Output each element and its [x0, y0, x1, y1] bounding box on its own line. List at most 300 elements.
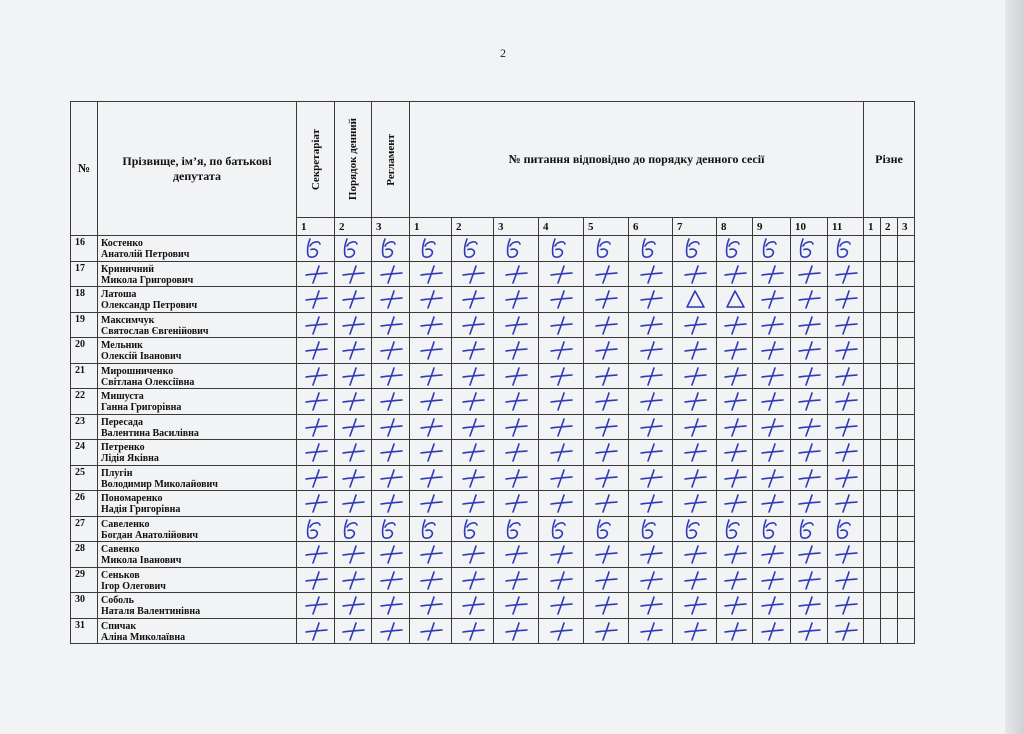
plus-mark-icon — [459, 263, 487, 285]
vote-cell — [629, 618, 673, 644]
other-cell — [898, 236, 915, 262]
plus-mark-icon — [795, 314, 823, 336]
vote-cell — [753, 363, 791, 389]
vote-cell — [584, 593, 629, 619]
plus-mark-icon — [417, 441, 445, 463]
col-other-header: Різне — [864, 102, 915, 218]
deputy-given-names: Олексій Іванович — [101, 351, 182, 362]
plus-mark-icon — [721, 569, 749, 591]
plus-mark-icon — [377, 339, 405, 361]
plus-mark-icon — [721, 365, 749, 387]
plus-mark-icon — [795, 467, 823, 489]
plus-mark-icon — [637, 569, 665, 591]
table-row — [71, 287, 915, 313]
plus-mark-icon — [417, 390, 445, 412]
vote-cell — [410, 593, 452, 619]
other-cell — [864, 338, 881, 364]
vote-cell — [584, 542, 629, 568]
vote-cell — [584, 618, 629, 644]
plus-mark-icon — [547, 365, 575, 387]
vote-cell — [584, 261, 629, 287]
plus-mark-icon — [502, 620, 530, 642]
deputy-given-names: Володимир Миколайович — [101, 478, 218, 490]
plus-mark-icon — [681, 620, 709, 642]
deputy-name — [98, 312, 297, 338]
plus-mark-icon — [592, 416, 620, 438]
item-number-8: 8 — [717, 218, 753, 236]
plus-mark-icon — [592, 492, 620, 514]
vote-cell — [791, 593, 828, 619]
proc-number-2: 2 — [335, 218, 372, 236]
plus-mark-icon — [592, 594, 620, 616]
vote-cell — [828, 440, 864, 466]
deputy-given-names: Аліна Миколаївна — [101, 631, 186, 643]
vote-cell — [297, 567, 335, 593]
plus-mark-icon — [721, 339, 749, 361]
plus-mark-icon — [547, 543, 575, 565]
table-row — [71, 312, 915, 338]
vote-cell — [753, 287, 791, 313]
vote-cell — [539, 440, 584, 466]
plus-mark-icon — [637, 263, 665, 285]
vote-cell — [629, 389, 673, 415]
plus-mark-icon — [637, 492, 665, 514]
vote-cell — [410, 338, 452, 364]
vote-cell — [828, 542, 864, 568]
other-cell — [881, 414, 898, 440]
plus-mark-icon — [302, 314, 330, 336]
deputy-surname: Криничний — [101, 263, 155, 275]
other-cell — [881, 338, 898, 364]
vote-cell — [717, 312, 753, 338]
plus-mark-icon — [832, 390, 860, 412]
vote-cell — [297, 618, 335, 644]
vote-cell — [673, 593, 717, 619]
plus-mark-icon — [832, 569, 860, 591]
v-mark-icon — [592, 237, 620, 259]
vote-cell — [452, 287, 494, 313]
table-row — [71, 516, 915, 542]
col-regulation-header: Регламент — [372, 102, 410, 218]
plus-mark-icon — [302, 569, 330, 591]
vote-cell — [717, 414, 753, 440]
deputy-given-names: Світлана Олексіївна — [101, 376, 195, 388]
row-number: 28 — [71, 542, 98, 568]
triangle-mark-icon — [721, 288, 749, 310]
plus-mark-icon — [592, 467, 620, 489]
plus-mark-icon — [417, 543, 445, 565]
vote-cell — [452, 593, 494, 619]
vote-cell — [410, 261, 452, 287]
vote-cell — [753, 618, 791, 644]
plus-mark-icon — [459, 390, 487, 412]
vote-cell — [410, 389, 452, 415]
deputy-surname: Петренко — [101, 442, 145, 453]
vote-cell — [584, 414, 629, 440]
deputy-given-names: Надія Григорівна — [101, 504, 181, 515]
plus-mark-icon — [502, 365, 530, 387]
vote-cell — [673, 491, 717, 517]
vote-cell — [673, 312, 717, 338]
plus-mark-icon — [459, 365, 487, 387]
v-mark-icon — [302, 237, 330, 259]
vote-cell — [753, 491, 791, 517]
deputy-given-names: Ігор Олегович — [101, 580, 166, 592]
plus-mark-icon — [681, 569, 709, 591]
vote-cell — [335, 567, 372, 593]
plus-mark-icon — [302, 594, 330, 616]
plus-mark-icon — [339, 263, 367, 285]
vote-cell — [494, 389, 539, 415]
plus-mark-icon — [339, 594, 367, 616]
row-number: 17 — [71, 261, 98, 287]
vote-cell — [717, 593, 753, 619]
vote-cell — [629, 440, 673, 466]
table-row — [71, 491, 915, 517]
plus-mark-icon — [339, 390, 367, 412]
plus-mark-icon — [681, 390, 709, 412]
deputy-surname: Костенко — [101, 238, 143, 249]
vote-cell — [372, 338, 410, 364]
vote-cell — [494, 440, 539, 466]
deputy-name — [98, 236, 297, 262]
deputy-name — [98, 363, 297, 389]
plus-mark-icon — [795, 441, 823, 463]
item-number-7: 7 — [673, 218, 717, 236]
other-cell — [881, 287, 898, 313]
other-cell — [898, 491, 915, 517]
vote-cell — [584, 465, 629, 491]
vote-cell — [753, 389, 791, 415]
vote-cell — [753, 338, 791, 364]
row-number: 31 — [71, 618, 98, 644]
plus-mark-icon — [592, 441, 620, 463]
vote-cell — [791, 516, 828, 542]
vote-cell — [828, 261, 864, 287]
vote-cell — [753, 236, 791, 262]
other-cell — [881, 363, 898, 389]
vote-cell — [828, 414, 864, 440]
other-cell — [898, 414, 915, 440]
plus-mark-icon — [721, 620, 749, 642]
plus-mark-icon — [547, 594, 575, 616]
vote-cell — [410, 414, 452, 440]
v-mark-icon — [547, 237, 575, 259]
plus-mark-icon — [339, 543, 367, 565]
vote-cell — [335, 261, 372, 287]
v-mark-icon — [417, 518, 445, 540]
deputy-name — [98, 261, 297, 287]
plus-mark-icon — [637, 416, 665, 438]
row-number: 19 — [71, 312, 98, 338]
other-cell — [864, 440, 881, 466]
vote-cell — [410, 363, 452, 389]
vote-cell — [335, 236, 372, 262]
plus-mark-icon — [502, 467, 530, 489]
vote-cell — [717, 567, 753, 593]
item-number-1: 1 — [410, 218, 452, 236]
v-mark-icon — [502, 518, 530, 540]
vote-cell — [372, 542, 410, 568]
vote-cell — [494, 618, 539, 644]
item-number-10: 10 — [791, 218, 828, 236]
other-cell — [898, 338, 915, 364]
vote-cell — [297, 236, 335, 262]
vote-cell — [753, 440, 791, 466]
v-mark-icon — [302, 518, 330, 540]
vote-cell — [629, 491, 673, 517]
deputy-surname: Пересада — [101, 416, 143, 428]
vote-cell — [539, 618, 584, 644]
vote-cell — [539, 516, 584, 542]
other-cell — [881, 236, 898, 262]
deputy-surname: Мельник — [101, 340, 143, 351]
other-cell — [864, 618, 881, 644]
vote-cell — [539, 312, 584, 338]
deputy-surname: Сеньков — [101, 569, 140, 581]
plus-mark-icon — [758, 365, 786, 387]
plus-mark-icon — [502, 569, 530, 591]
plus-mark-icon — [547, 288, 575, 310]
vote-cell — [372, 389, 410, 415]
vote-cell — [494, 542, 539, 568]
vote-cell — [828, 618, 864, 644]
other-cell — [864, 261, 881, 287]
deputy-given-names: Микола Іванович — [101, 555, 182, 566]
plus-mark-icon — [637, 467, 665, 489]
proc-number-1: 1 — [297, 218, 335, 236]
plus-mark-icon — [758, 620, 786, 642]
vote-cell — [673, 414, 717, 440]
vote-cell — [828, 312, 864, 338]
deputy-given-names: Святослав Євгенійович — [101, 325, 209, 337]
vote-cell — [494, 261, 539, 287]
vote-cell — [335, 465, 372, 491]
other-cell — [864, 567, 881, 593]
vote-cell — [372, 287, 410, 313]
vote-cell — [791, 414, 828, 440]
plus-mark-icon — [459, 492, 487, 514]
v-mark-icon — [721, 518, 749, 540]
deputy-name — [98, 593, 297, 619]
vote-cell — [297, 287, 335, 313]
header-row — [71, 102, 915, 218]
plus-mark-icon — [721, 390, 749, 412]
vote-cell — [791, 338, 828, 364]
plus-mark-icon — [832, 467, 860, 489]
plus-mark-icon — [832, 594, 860, 616]
vote-cell — [297, 414, 335, 440]
v-mark-icon — [795, 237, 823, 259]
vote-cell — [828, 287, 864, 313]
vote-cell — [673, 440, 717, 466]
vote-cell — [828, 491, 864, 517]
plus-mark-icon — [547, 390, 575, 412]
v-mark-icon — [417, 237, 445, 259]
vote-cell — [335, 414, 372, 440]
other-cell — [881, 465, 898, 491]
vote-cell — [372, 465, 410, 491]
vote-cell — [717, 516, 753, 542]
plus-mark-icon — [459, 288, 487, 310]
plus-mark-icon — [637, 288, 665, 310]
col-secretariat-header: Секретаріат — [297, 102, 335, 218]
vote-cell — [791, 389, 828, 415]
vote-cell — [452, 261, 494, 287]
deputy-name — [98, 338, 297, 364]
vote-cell — [717, 363, 753, 389]
vote-cell — [335, 312, 372, 338]
other-cell — [898, 261, 915, 287]
vote-cell — [828, 465, 864, 491]
vote-cell — [673, 516, 717, 542]
plus-mark-icon — [417, 339, 445, 361]
vote-cell — [335, 287, 372, 313]
item-number-5: 5 — [584, 218, 629, 236]
deputy-name — [98, 491, 297, 517]
vote-cell — [791, 618, 828, 644]
other-cell — [881, 516, 898, 542]
plus-mark-icon — [302, 467, 330, 489]
vote-cell — [452, 338, 494, 364]
other-cell — [898, 516, 915, 542]
plus-mark-icon — [302, 441, 330, 463]
vote-cell — [452, 567, 494, 593]
other-cell — [898, 567, 915, 593]
plus-mark-icon — [502, 390, 530, 412]
plus-mark-icon — [502, 416, 530, 438]
vote-cell — [452, 440, 494, 466]
plus-mark-icon — [681, 492, 709, 514]
vote-cell — [629, 465, 673, 491]
plus-mark-icon — [795, 620, 823, 642]
table-row — [71, 542, 915, 568]
plus-mark-icon — [592, 365, 620, 387]
other-cell — [881, 542, 898, 568]
plus-mark-icon — [637, 365, 665, 387]
vote-cell — [539, 465, 584, 491]
vote-cell — [372, 236, 410, 262]
vote-cell — [335, 593, 372, 619]
vote-cell — [629, 261, 673, 287]
vote-cell — [673, 338, 717, 364]
plus-mark-icon — [795, 594, 823, 616]
plus-mark-icon — [377, 288, 405, 310]
plus-mark-icon — [758, 492, 786, 514]
deputy-name — [98, 440, 297, 466]
plus-mark-icon — [459, 441, 487, 463]
vote-cell — [539, 491, 584, 517]
v-mark-icon — [339, 518, 367, 540]
vote-cell — [335, 542, 372, 568]
plus-mark-icon — [758, 314, 786, 336]
deputy-name — [98, 516, 297, 542]
plus-mark-icon — [547, 467, 575, 489]
col-name-header: Прізвище, ім’я, по батькові депутата — [98, 102, 297, 236]
plus-mark-icon — [302, 390, 330, 412]
plus-mark-icon — [795, 390, 823, 412]
vote-cell — [297, 516, 335, 542]
deputy-name — [98, 389, 297, 415]
plus-mark-icon — [681, 314, 709, 336]
other-number-1: 1 — [864, 218, 881, 236]
plus-mark-icon — [302, 365, 330, 387]
vote-cell — [539, 338, 584, 364]
plus-mark-icon — [417, 467, 445, 489]
vote-cell — [452, 618, 494, 644]
vote-cell — [791, 542, 828, 568]
vote-cell — [494, 287, 539, 313]
plus-mark-icon — [637, 441, 665, 463]
vote-cell — [297, 440, 335, 466]
v-mark-icon — [795, 518, 823, 540]
other-cell — [881, 618, 898, 644]
vote-cell — [297, 261, 335, 287]
plus-mark-icon — [417, 288, 445, 310]
vote-cell — [791, 363, 828, 389]
vote-cell — [452, 491, 494, 517]
v-mark-icon — [637, 518, 665, 540]
vote-cell — [629, 312, 673, 338]
vote-cell — [539, 363, 584, 389]
plus-mark-icon — [339, 314, 367, 336]
table-row — [71, 389, 915, 415]
plus-mark-icon — [339, 365, 367, 387]
plus-mark-icon — [681, 594, 709, 616]
plus-mark-icon — [459, 467, 487, 489]
plus-mark-icon — [832, 620, 860, 642]
vote-cell — [410, 465, 452, 491]
row-number: 25 — [71, 465, 98, 491]
vote-cell — [717, 440, 753, 466]
vote-cell — [372, 567, 410, 593]
row-number: 30 — [71, 593, 98, 619]
row-number: 24 — [71, 440, 98, 466]
plus-mark-icon — [502, 492, 530, 514]
vote-cell — [828, 236, 864, 262]
plus-mark-icon — [795, 416, 823, 438]
deputy-surname: Пономаренко — [101, 493, 163, 504]
row-number: 20 — [71, 338, 98, 364]
plus-mark-icon — [377, 390, 405, 412]
vote-cell — [791, 567, 828, 593]
vote-cell — [494, 465, 539, 491]
plus-mark-icon — [637, 620, 665, 642]
other-cell — [898, 287, 915, 313]
plus-mark-icon — [758, 569, 786, 591]
plus-mark-icon — [721, 314, 749, 336]
vote-cell — [717, 465, 753, 491]
plus-mark-icon — [459, 569, 487, 591]
vote-cell — [410, 618, 452, 644]
plus-mark-icon — [592, 263, 620, 285]
vote-cell — [494, 567, 539, 593]
row-number: 26 — [71, 491, 98, 517]
plus-mark-icon — [721, 416, 749, 438]
plus-mark-icon — [758, 441, 786, 463]
plus-mark-icon — [592, 543, 620, 565]
plus-mark-icon — [459, 543, 487, 565]
row-number: 23 — [71, 414, 98, 440]
vote-cell — [629, 593, 673, 619]
vote-cell — [629, 516, 673, 542]
deputy-name — [98, 465, 297, 491]
plus-mark-icon — [721, 263, 749, 285]
col-items-header: № питання відповідно до порядку денного сесії — [410, 102, 864, 218]
vote-cell — [297, 542, 335, 568]
plus-mark-icon — [459, 620, 487, 642]
col-number-header: № — [71, 102, 98, 236]
